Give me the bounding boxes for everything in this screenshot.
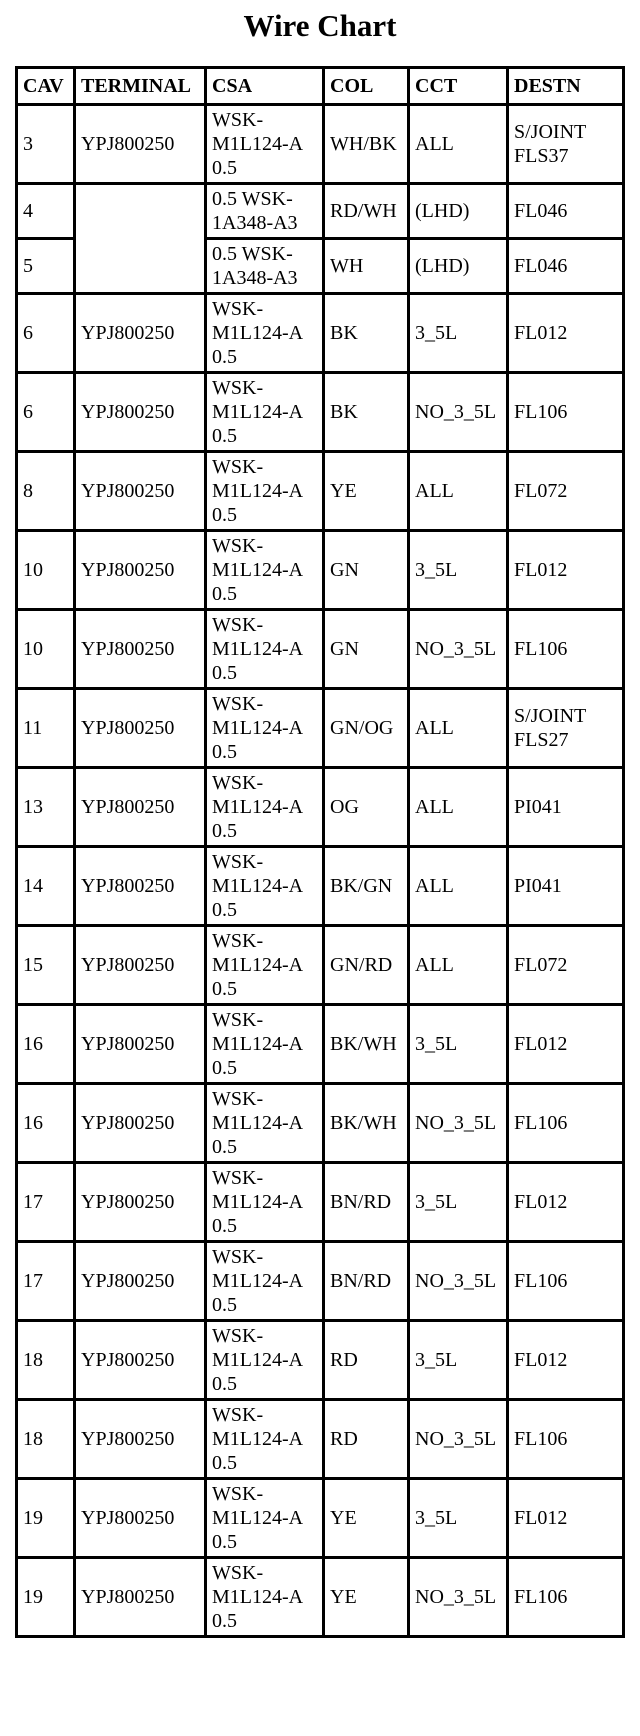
cell-col: YE bbox=[324, 1479, 409, 1558]
cell-col: BK/GN bbox=[324, 847, 409, 926]
cell-col: YE bbox=[324, 1558, 409, 1637]
cell-destn: FL012 bbox=[508, 294, 624, 373]
cell-cct: (LHD) bbox=[409, 184, 508, 239]
cell-csa: WSK-M1L124-A 0.5 bbox=[206, 768, 324, 847]
cell-cct: ALL bbox=[409, 452, 508, 531]
cell-cav: 18 bbox=[17, 1321, 75, 1400]
cell-col: WH/BK bbox=[324, 105, 409, 184]
cell-col: GN bbox=[324, 610, 409, 689]
cell-cav: 19 bbox=[17, 1479, 75, 1558]
cell-destn: FL012 bbox=[508, 1005, 624, 1084]
cell-cav: 8 bbox=[17, 452, 75, 531]
page-title: Wire Chart bbox=[243, 8, 397, 43]
cell-destn: PI041 bbox=[508, 847, 624, 926]
cell-terminal: YPJ800250 bbox=[75, 373, 206, 452]
cell-cct: (LHD) bbox=[409, 239, 508, 294]
cell-terminal: YPJ800250 bbox=[75, 926, 206, 1005]
cell-cav: 19 bbox=[17, 1558, 75, 1637]
cell-terminal: YPJ800250 bbox=[75, 1084, 206, 1163]
cell-cct: NO_3_5L bbox=[409, 610, 508, 689]
cell-cav: 14 bbox=[17, 847, 75, 926]
wire-chart-table bbox=[15, 66, 625, 1638]
table-row bbox=[17, 452, 624, 531]
cell-terminal bbox=[75, 184, 206, 294]
cell-cav: 11 bbox=[17, 689, 75, 768]
cell-terminal: YPJ800250 bbox=[75, 294, 206, 373]
table-row bbox=[17, 184, 624, 239]
table-row bbox=[17, 1558, 624, 1637]
cell-cav: 10 bbox=[17, 531, 75, 610]
cell-csa: WSK-M1L124-A 0.5 bbox=[206, 373, 324, 452]
cell-terminal: YPJ800250 bbox=[75, 1400, 206, 1479]
header-destn: DESTN bbox=[508, 68, 624, 105]
table-row bbox=[17, 1005, 624, 1084]
table-row bbox=[17, 531, 624, 610]
cell-cct: NO_3_5L bbox=[409, 1084, 508, 1163]
cell-destn: FL012 bbox=[508, 531, 624, 610]
cell-col: YE bbox=[324, 452, 409, 531]
cell-cav: 6 bbox=[17, 294, 75, 373]
cell-terminal: YPJ800250 bbox=[75, 768, 206, 847]
table-row bbox=[17, 1084, 624, 1163]
header-csa: CSA bbox=[206, 68, 324, 105]
cell-col: WH bbox=[324, 239, 409, 294]
cell-cct: ALL bbox=[409, 926, 508, 1005]
cell-cav: 10 bbox=[17, 610, 75, 689]
cell-csa: WSK-M1L124-A 0.5 bbox=[206, 689, 324, 768]
cell-cav: 17 bbox=[17, 1242, 75, 1321]
cell-csa: WSK-M1L124-A 0.5 bbox=[206, 1321, 324, 1400]
cell-cav: 6 bbox=[17, 373, 75, 452]
cell-cav: 4 bbox=[17, 184, 75, 239]
table-row bbox=[17, 689, 624, 768]
cell-terminal: YPJ800250 bbox=[75, 689, 206, 768]
cell-cct: 3_5L bbox=[409, 294, 508, 373]
cell-destn: FL072 bbox=[508, 452, 624, 531]
cell-cct: ALL bbox=[409, 689, 508, 768]
cell-csa: WSK-M1L124-A 0.5 bbox=[206, 105, 324, 184]
table-row bbox=[17, 373, 624, 452]
cell-destn: FL046 bbox=[508, 184, 624, 239]
cell-cav: 15 bbox=[17, 926, 75, 1005]
cell-csa: WSK-M1L124-A 0.5 bbox=[206, 294, 324, 373]
cell-col: BN/RD bbox=[324, 1163, 409, 1242]
cell-csa: WSK-M1L124-A 0.5 bbox=[206, 847, 324, 926]
header-cav: CAV bbox=[17, 68, 75, 105]
cell-destn: FL106 bbox=[508, 1400, 624, 1479]
cell-terminal: YPJ800250 bbox=[75, 105, 206, 184]
cell-destn: FL012 bbox=[508, 1321, 624, 1400]
cell-cav: 13 bbox=[17, 768, 75, 847]
cell-terminal: YPJ800250 bbox=[75, 610, 206, 689]
header-cct: CCT bbox=[409, 68, 508, 105]
table-row bbox=[17, 1400, 624, 1479]
header-col: COL bbox=[324, 68, 409, 105]
table-row bbox=[17, 926, 624, 1005]
cell-col: BK/WH bbox=[324, 1005, 409, 1084]
cell-destn: FL106 bbox=[508, 1084, 624, 1163]
cell-csa: WSK-M1L124-A 0.5 bbox=[206, 1400, 324, 1479]
cell-terminal: YPJ800250 bbox=[75, 1005, 206, 1084]
cell-col: BK bbox=[324, 373, 409, 452]
cell-cct: 3_5L bbox=[409, 1479, 508, 1558]
cell-cct: 3_5L bbox=[409, 531, 508, 610]
table-row bbox=[17, 1163, 624, 1242]
cell-cct: NO_3_5L bbox=[409, 1242, 508, 1321]
cell-cav: 17 bbox=[17, 1163, 75, 1242]
cell-csa: WSK-M1L124-A 0.5 bbox=[206, 1242, 324, 1321]
cell-csa: 0.5 WSK-1A348-A3 bbox=[206, 184, 324, 239]
cell-cct: NO_3_5L bbox=[409, 1558, 508, 1637]
cell-cct: 3_5L bbox=[409, 1321, 508, 1400]
cell-cav: 16 bbox=[17, 1084, 75, 1163]
cell-cct: NO_3_5L bbox=[409, 1400, 508, 1479]
cell-destn: FL072 bbox=[508, 926, 624, 1005]
table-row bbox=[17, 1479, 624, 1558]
cell-destn: FL106 bbox=[508, 1242, 624, 1321]
cell-col: OG bbox=[324, 768, 409, 847]
table-row bbox=[17, 1321, 624, 1400]
cell-terminal: YPJ800250 bbox=[75, 531, 206, 610]
cell-csa: WSK-M1L124-A 0.5 bbox=[206, 1084, 324, 1163]
cell-cav: 5 bbox=[17, 239, 75, 294]
cell-col: BK/WH bbox=[324, 1084, 409, 1163]
cell-cct: NO_3_5L bbox=[409, 373, 508, 452]
cell-csa: WSK-M1L124-A 0.5 bbox=[206, 1558, 324, 1637]
cell-col: RD/WH bbox=[324, 184, 409, 239]
cell-destn: S/JOINT FLS27 bbox=[508, 689, 624, 768]
cell-csa: WSK-M1L124-A 0.5 bbox=[206, 926, 324, 1005]
table-row bbox=[17, 610, 624, 689]
cell-cav: 16 bbox=[17, 1005, 75, 1084]
cell-cav: 18 bbox=[17, 1400, 75, 1479]
cell-destn: FL012 bbox=[508, 1163, 624, 1242]
cell-destn: PI041 bbox=[508, 768, 624, 847]
cell-cct: 3_5L bbox=[409, 1005, 508, 1084]
cell-terminal: YPJ800250 bbox=[75, 1558, 206, 1637]
header-terminal: TERMINAL bbox=[75, 68, 206, 105]
cell-col: RD bbox=[324, 1400, 409, 1479]
cell-terminal: YPJ800250 bbox=[75, 1321, 206, 1400]
cell-csa: WSK-M1L124-A 0.5 bbox=[206, 1163, 324, 1242]
cell-terminal: YPJ800250 bbox=[75, 452, 206, 531]
cell-col: GN/RD bbox=[324, 926, 409, 1005]
table-row bbox=[17, 1242, 624, 1321]
cell-csa: WSK-M1L124-A 0.5 bbox=[206, 1479, 324, 1558]
table-row bbox=[17, 294, 624, 373]
cell-col: GN/OG bbox=[324, 689, 409, 768]
cell-destn: S/JOINT FLS37 bbox=[508, 105, 624, 184]
table-row bbox=[17, 768, 624, 847]
cell-destn: FL106 bbox=[508, 610, 624, 689]
cell-cct: ALL bbox=[409, 847, 508, 926]
table-row bbox=[17, 105, 624, 184]
cell-cct: ALL bbox=[409, 768, 508, 847]
cell-col: BK bbox=[324, 294, 409, 373]
cell-cct: ALL bbox=[409, 105, 508, 184]
cell-terminal: YPJ800250 bbox=[75, 1242, 206, 1321]
cell-csa: WSK-M1L124-A 0.5 bbox=[206, 1005, 324, 1084]
cell-col: GN bbox=[324, 531, 409, 610]
cell-csa: WSK-M1L124-A 0.5 bbox=[206, 610, 324, 689]
header-row bbox=[17, 68, 624, 105]
cell-destn: FL012 bbox=[508, 1479, 624, 1558]
cell-terminal: YPJ800250 bbox=[75, 847, 206, 926]
cell-destn: FL106 bbox=[508, 373, 624, 452]
table-row bbox=[17, 847, 624, 926]
cell-csa: WSK-M1L124-A 0.5 bbox=[206, 531, 324, 610]
cell-csa: WSK-M1L124-A 0.5 bbox=[206, 452, 324, 531]
cell-cct: 3_5L bbox=[409, 1163, 508, 1242]
cell-col: RD bbox=[324, 1321, 409, 1400]
cell-destn: FL106 bbox=[508, 1558, 624, 1637]
cell-col: BN/RD bbox=[324, 1242, 409, 1321]
cell-cav: 3 bbox=[17, 105, 75, 184]
cell-destn: FL046 bbox=[508, 239, 624, 294]
cell-terminal: YPJ800250 bbox=[75, 1479, 206, 1558]
cell-csa: 0.5 WSK-1A348-A3 bbox=[206, 239, 324, 294]
cell-terminal: YPJ800250 bbox=[75, 1163, 206, 1242]
